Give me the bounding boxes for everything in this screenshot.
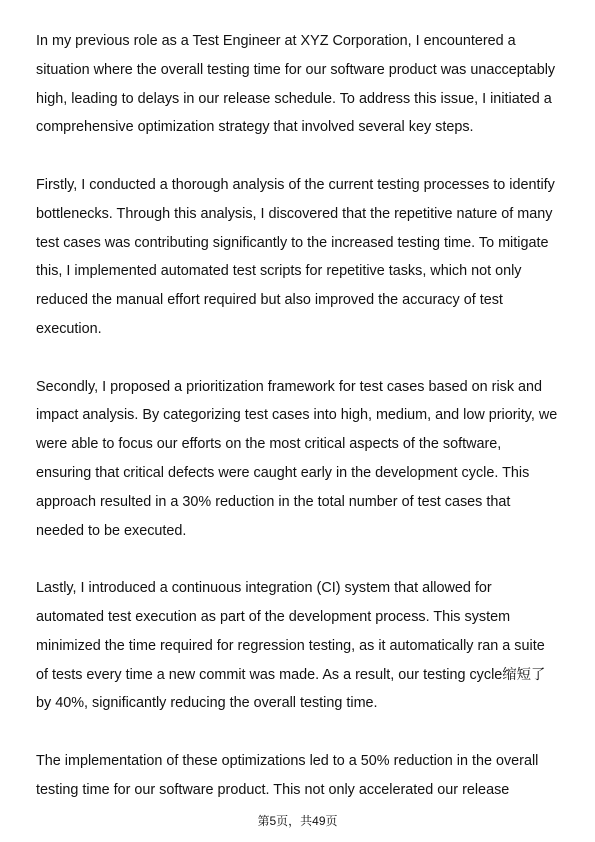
text-line: ensuring that critical defects were caught early in the development cycle. This — [36, 464, 530, 481]
paragraph-conclusion — [36, 747, 566, 805]
text-line: Secondly, I proposed a prioritization framework for test cases based on risk and — [36, 378, 543, 395]
text-line: this, I implemented automated test scripts for repetitive tasks, which not only — [36, 263, 522, 280]
text-line: reduced the manual effort required but also improved the accuracy of test — [36, 292, 503, 309]
text-line: The implementation of these optimizations led to a 50% reduction in the overall — [36, 752, 539, 769]
text-line: test cases was contributing significantly to the increased testing time. To mitigate — [36, 234, 549, 251]
text-line: of tests every time a new commit was made. As a result, our testing cycle缩短了 — [36, 666, 546, 683]
paragraph-firstly — [36, 171, 566, 344]
page-number-footer: 第5页，共49页 — [257, 814, 338, 828]
text-line: Lastly, I introduced a continuous integration (CI) system that allowed for — [36, 580, 492, 597]
text-line: situation where the overall testing time for our software product was unacceptably — [36, 61, 556, 78]
text-line: comprehensive optimization strategy that involved several key steps. — [36, 119, 474, 136]
text-line: automated test execution as part of the development process. This system — [36, 608, 511, 625]
paragraph-lastly — [36, 574, 566, 718]
text-line: approach resulted in a 30% reduction in the total number of test cases that — [36, 493, 511, 510]
text-line: needed to be executed. — [36, 522, 187, 539]
text-line: testing time for our software product. This not only accelerated our release — [36, 781, 510, 798]
text-line: Firstly, I conducted a thorough analysis of the current testing processes to identify — [36, 176, 555, 193]
text-line: minimized the time required for regression testing, as it automatically ran a suite — [36, 637, 545, 654]
paragraph-intro — [36, 27, 566, 142]
document-body — [36, 27, 566, 833]
text-line: high, leading to delays in our release schedule. To address this issue, I initiated a — [36, 90, 552, 107]
text-line: execution. — [36, 320, 102, 337]
text-line: In my previous role as a Test Engineer at XYZ Corporation, I encountered a — [36, 33, 516, 49]
text-line: impact analysis. By categorizing test cases into high, medium, and low priority, we — [36, 407, 558, 424]
text-line: bottlenecks. Through this analysis, I discovered that the repetitive nature of many — [36, 205, 553, 222]
text-line: were able to focus our efforts on the most critical aspects of the software, — [36, 436, 502, 453]
paragraph-secondly — [36, 373, 566, 546]
text-line: by 40%, significantly reducing the overall testing time. — [36, 695, 378, 712]
